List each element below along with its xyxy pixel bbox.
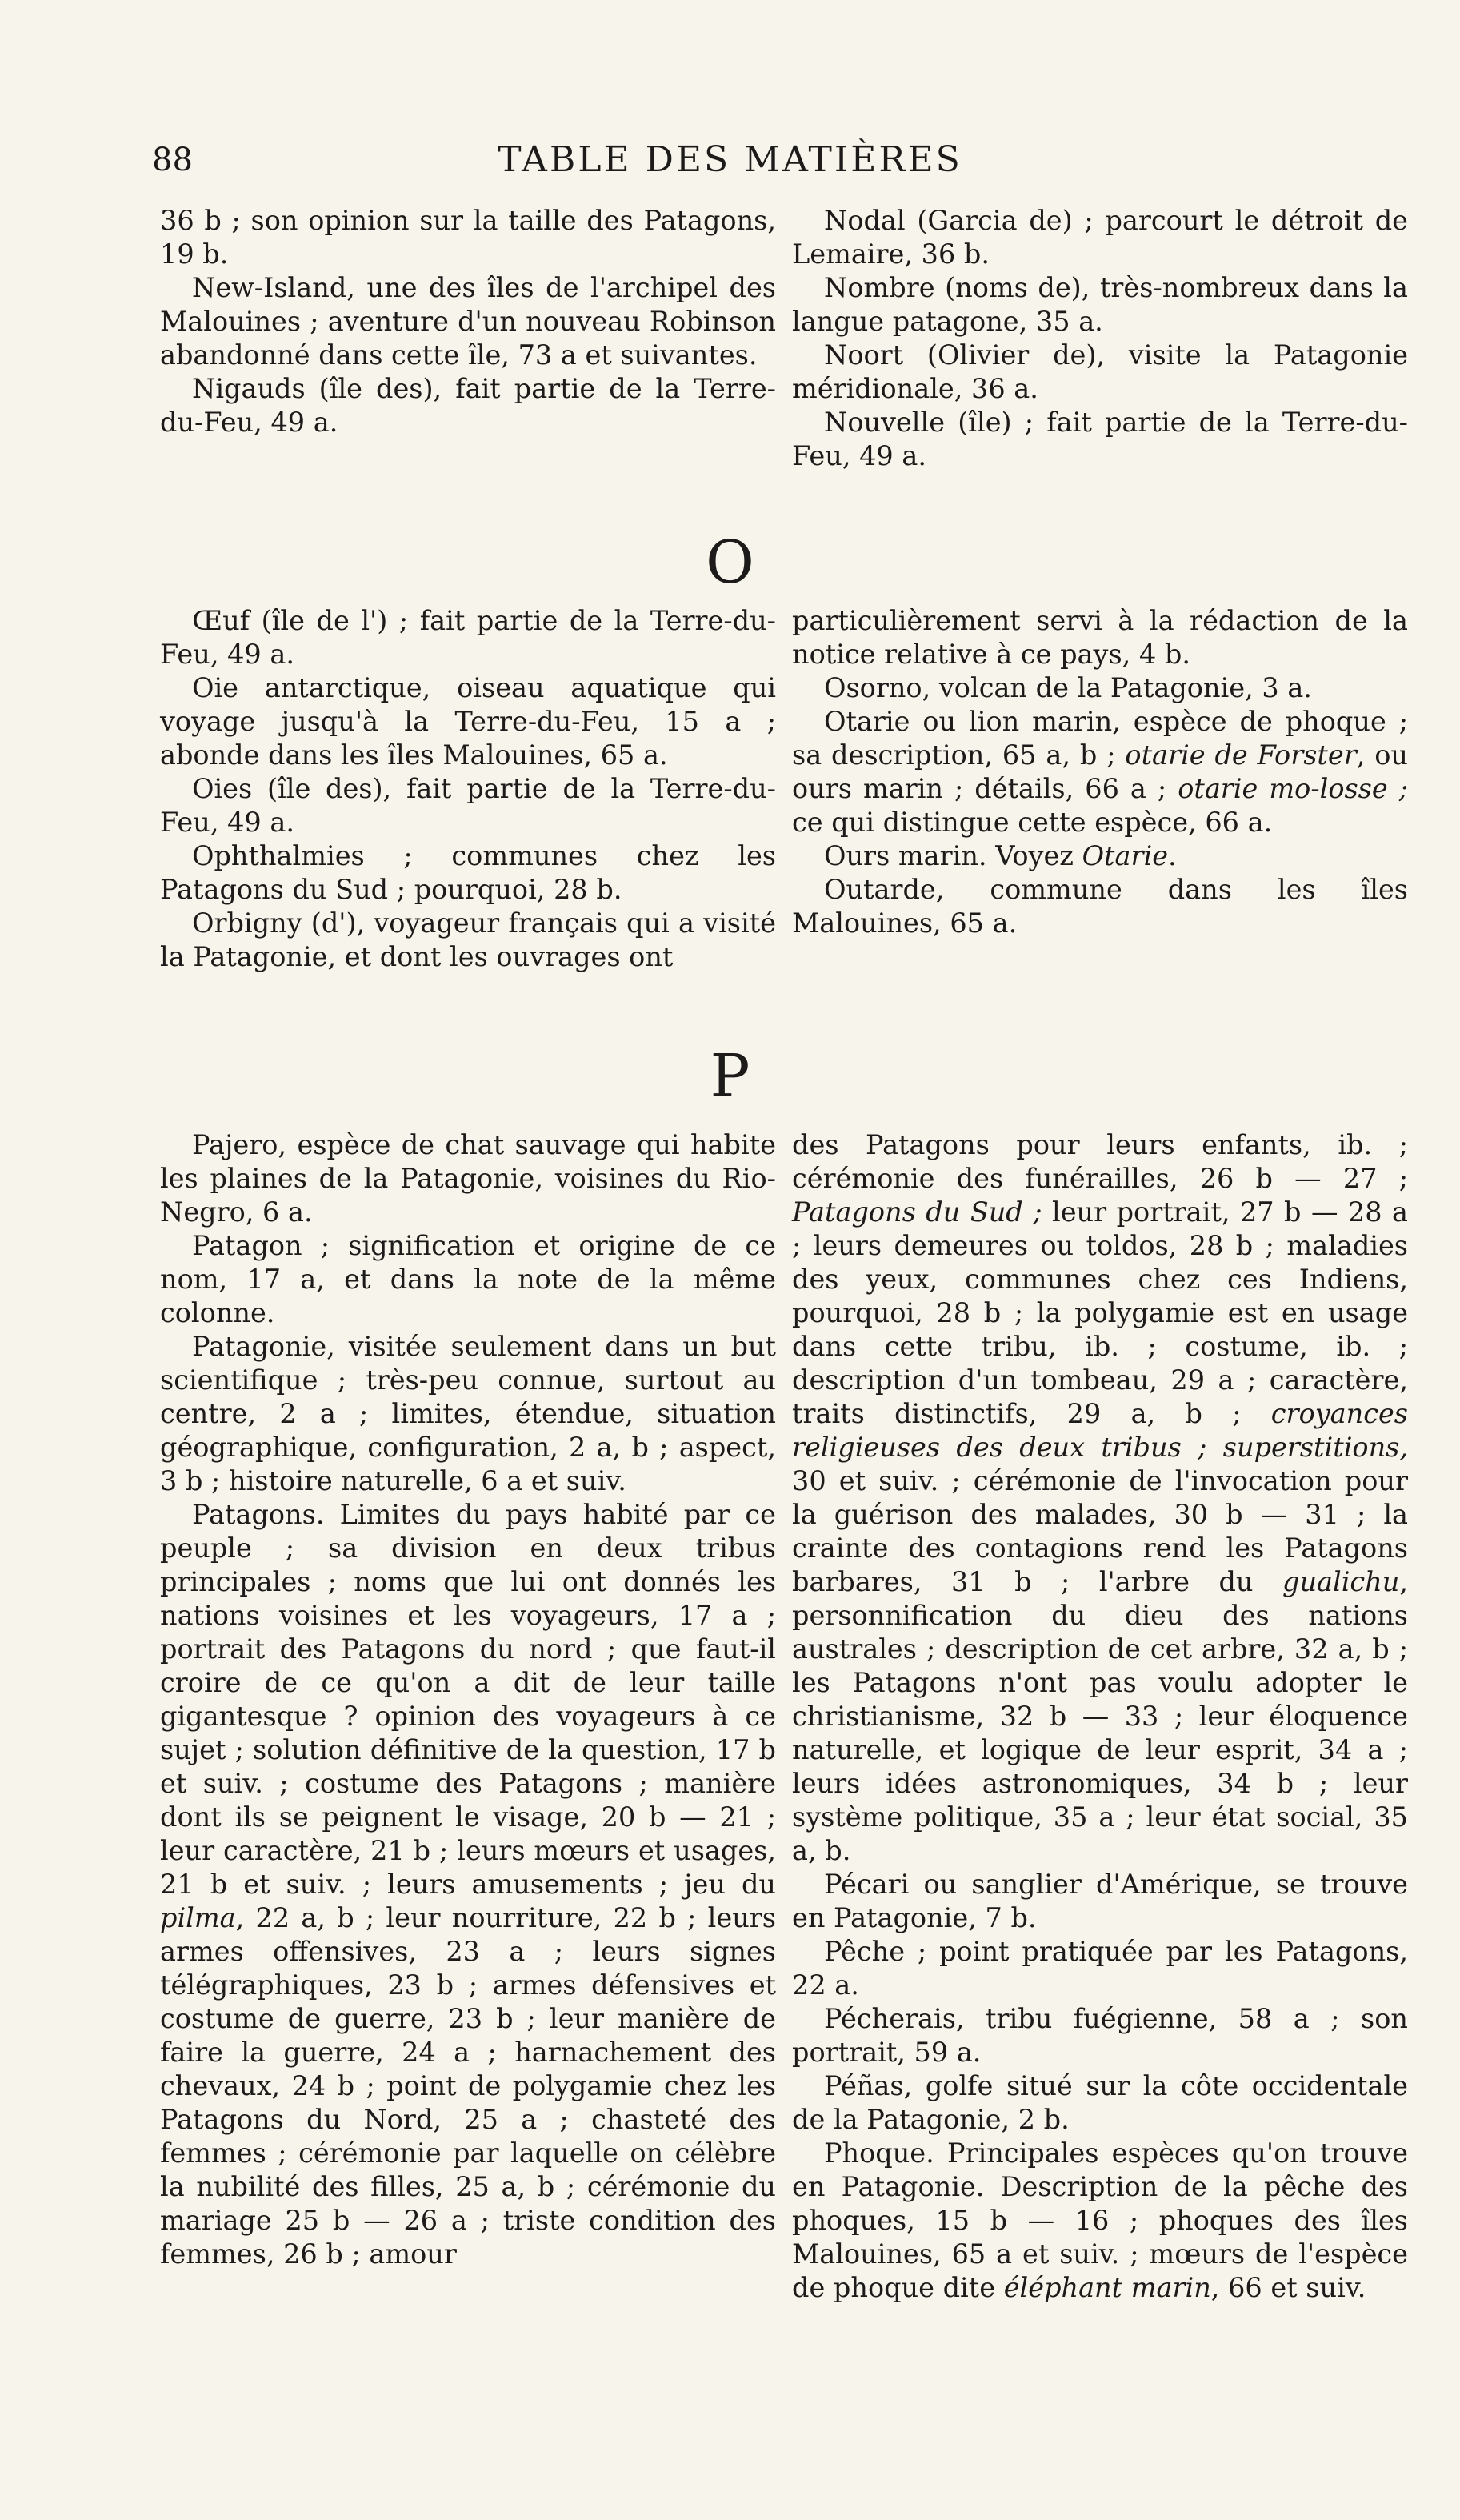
section-p bbox=[160, 1128, 1408, 2305]
index-entry: Pécherais, tribu fuégienne, 58 a ; son portrait, 59 a. bbox=[792, 2003, 1408, 2068]
index-entry: Péñas, golfe situé sur la côte occidentale de la Patagonie, 2 b. bbox=[792, 2070, 1408, 2135]
index-entry: Nodal (Garcia de) ; parcourt le détroit de Lemaire, 36 b. bbox=[792, 205, 1408, 270]
entry-text: , 66 et suiv. bbox=[1210, 2272, 1366, 2303]
index-entry: Œuf (île de l') ; fait partie de la Terre-du-Feu, 49 a. bbox=[160, 605, 776, 670]
index-entry: Nouvelle (île) ; fait partie de la Terre-du-Feu, 49 a. bbox=[792, 407, 1408, 471]
entry-text: , personnification du dieu des nations australes ; description de cet arbre, 32 a, b ; les Patagons n'ont pas voulu adopter le christianisme, 32 b — 33 ; leur éloquence naturelle, et logique de leur esprit, 34 a ; leurs idées astronomiques, 34 b ; leur système politique, 35 a ; leur état social, 35 a, b. bbox=[792, 1566, 1408, 1866]
section-p-right-column bbox=[792, 1128, 1408, 2305]
index-entry: Oie antarctique, oiseau aquatique qui voyage jusqu'à la Terre-du-Feu, 15 a ; abonde dans les îles Malouines, 65 a. bbox=[160, 672, 776, 771]
entry-italic-term: croyances religieuses des deux tribus ; superstitions, bbox=[792, 1398, 1408, 1463]
section-n-left-column bbox=[160, 204, 776, 473]
index-entry: Osorno, volcan de la Patagonie, 3 a. bbox=[824, 672, 1312, 703]
index-entry: Pêche ; point pratiquée par les Patagons, 22 a. bbox=[792, 1936, 1408, 2001]
running-head bbox=[0, 136, 1460, 184]
section-letter-o: O bbox=[706, 528, 754, 597]
entry-text: 30 et suiv. ; cérémonie de l'invocation pour la guérison des malades, 30 b — 31 ; la crainte des contagions rend les Patagons barbares, 31 b ; l'arbre du bbox=[792, 1465, 1408, 1597]
section-o-left-column bbox=[160, 604, 776, 974]
entry-italic-term: pilma bbox=[160, 1902, 236, 1933]
index-entry: 36 b ; son opinion sur la taille des Patagons, 19 b. bbox=[160, 205, 776, 270]
entry-italic-term: gualichu bbox=[1282, 1566, 1400, 1597]
page-number: 88 bbox=[152, 142, 193, 178]
index-entry: Oies (île des), fait partie de la Terre-du-Feu, 49 a. bbox=[160, 773, 776, 838]
entry-italic-term: éléphant marin bbox=[1003, 2272, 1211, 2303]
entry-text: des Patagons pour leurs enfants, ib. ; cérémonie des funérailles, 26 b — 27 ; bbox=[792, 1129, 1408, 1194]
section-o-right-column bbox=[792, 604, 1408, 974]
index-entry: Pajero, espèce de chat sauvage qui habite les plaines de la Patagonie, voisines du Rio-Negro, 6 a. bbox=[160, 1129, 776, 1228]
entry-text: . bbox=[1168, 840, 1177, 871]
entry-text: Otarie ou lion marin, espèce de phoque ; sa description, 65 a, b ; bbox=[792, 706, 1408, 771]
entry-italic-term: Otarie bbox=[1082, 840, 1169, 871]
index-entry: New-Island, une des îles de l'archipel des Malouines ; aventure d'un nouveau Robinson abandonné dans cette île, 73 a et suivantes. bbox=[160, 272, 776, 371]
entry-text: ce qui distingue cette espèce, 66 a. bbox=[792, 807, 1273, 838]
section-n bbox=[160, 204, 1408, 473]
entry-italic-term: Patagons du Sud ; bbox=[792, 1196, 1042, 1228]
entry-text: , 22 a, b ; leur nourriture, 22 b ; leurs armes offensives, 23 a ; leurs signes télégraphiques, 23 b ; armes défensives et costume de guerre, 23 b ; leur manière de faire la guerre, 24 a ; harnachement des chevaux, 24 b ; point de polygamie chez les Patagons du Nord, 25 a ; chasteté des femmes ; cérémonie par laquelle on célèbre la nubilité des filles, 25 a, b ; cérémonie du mariage 25 b — 26 a ; triste condition des femmes, 26 b ; amour bbox=[160, 1902, 776, 2270]
index-entry: Patagonie, visitée seulement dans un but scientifique ; très-peu connue, surtout au centre, 2 a ; limites, étendue, situation géographique, configuration, 2 a, b ; aspect, 3 b ; histoire naturelle, 6 a et suiv. bbox=[160, 1331, 776, 1496]
page-title: TABLE DES MATIÈRES bbox=[498, 139, 962, 180]
index-entry: Nombre (noms de), très-nombreux dans la langue patagone, 35 a. bbox=[792, 272, 1408, 337]
index-entry bbox=[792, 1128, 1408, 1868]
index-entry: Patagon ; signification et origine de ce nom, 17 a, et dans la note de la même colonne. bbox=[160, 1230, 776, 1328]
section-p-left-column bbox=[160, 1128, 776, 2305]
entry-text: Phoque. Principales espèces qu'on trouve en Patagonie. Description de la pêche des phoques, 15 b — 16 ; phoques des îles Malouines, 65 a et suiv. ; mœurs de l'espèce de phoque dite bbox=[792, 2137, 1408, 2303]
section-o bbox=[160, 604, 1408, 974]
index-entry: particulièrement servi à la rédaction de la notice relative à ce pays, 4 b. bbox=[792, 605, 1408, 670]
entry-text: Ours marin. Voyez bbox=[824, 840, 1082, 871]
index-entry: Ophthalmies ; communes chez les Patagons du Sud ; pourquoi, 28 b. bbox=[160, 840, 776, 905]
index-entry bbox=[160, 1498, 776, 2271]
index-entry: Outarde, commune dans les îles Malouines, 65 a. bbox=[792, 874, 1408, 939]
entry-italic-term: otarie mo-losse ; bbox=[1178, 773, 1408, 804]
entry-italic-term: otarie de Forster bbox=[1125, 739, 1357, 771]
index-entry bbox=[792, 705, 1408, 839]
index-entry bbox=[792, 839, 1408, 873]
entry-text: , ou ours marin ; détails, 66 a ; bbox=[792, 739, 1408, 804]
index-entry: Nigauds (île des), fait partie de la Terre-du-Feu, 49 a. bbox=[160, 373, 776, 438]
section-letter-p: P bbox=[710, 1042, 750, 1111]
entry-text: Patagons. Limites du pays habité par ce peuple ; sa division en deux tribus principales ; noms que lui ont donnés les nations voisines et les voyageurs, 17 a ; portrait des Patagons du nord ; que faut-il croire de ce qu'on a dit de leur taille gigantesque ? opinion des voyageurs à ce sujet ; solution définitive de la question, 17 b et suiv. ; costume des Patagons ; manière dont ils se peignent le visage, 20 b — 21 ; leur caractère, 21 b ; leurs mœurs et usages, 21 b et suiv. ; leurs amusements ; jeu du bbox=[160, 1499, 776, 1900]
index-entry: Pécari ou sanglier d'Amérique, se trouve en Patagonie, 7 b. bbox=[792, 1869, 1408, 1933]
index-entry: Orbigny (d'), voyageur français qui a visité la Patagonie, et dont les ouvrages ont bbox=[160, 907, 776, 972]
entry-text: leur portrait, 27 b — 28 a ; leurs demeures ou toldos, 28 b ; maladies des yeux, communes chez ces Indiens, pourquoi, 28 b ; la polygamie est en usage dans cette tribu, ib. ; costume, ib. ; description d'un tombeau, 29 a ; caractère, traits distinctifs, 29 a, b ; bbox=[792, 1196, 1408, 1429]
index-entry bbox=[792, 2137, 1408, 2305]
section-n-right-column bbox=[792, 204, 1408, 473]
index-entry: Noort (Olivier de), visite la Patagonie méridionale, 36 a. bbox=[792, 339, 1408, 404]
